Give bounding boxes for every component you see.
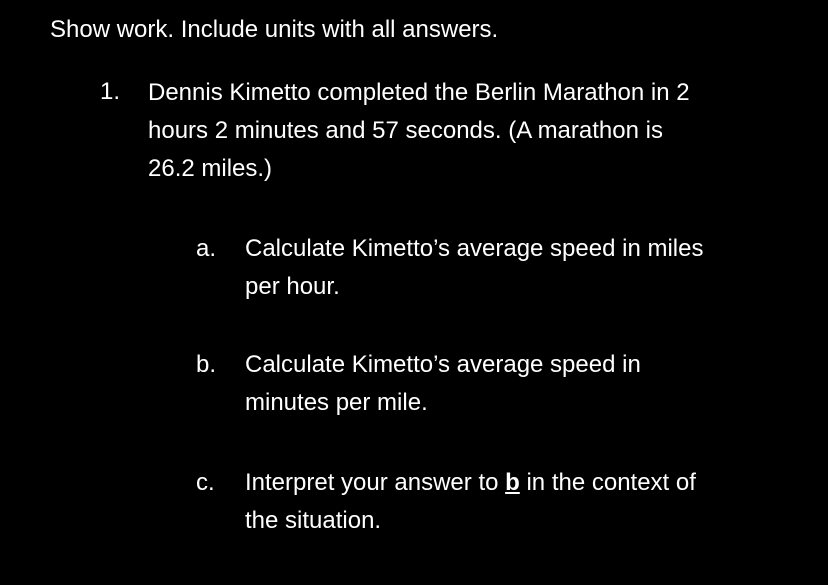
part-b-text xyxy=(245,346,805,422)
part-a-line: per hour. xyxy=(245,273,340,300)
part-c-line1-after: in the context of xyxy=(519,469,696,496)
instructions-text: Show work. Include units with all answers. xyxy=(50,16,499,43)
question-text xyxy=(148,74,788,188)
part-c-line xyxy=(245,464,805,502)
part-b-line: minutes per mile. xyxy=(245,389,428,416)
part-c-text xyxy=(245,464,805,540)
question-line: 26.2 miles.) xyxy=(148,155,273,182)
part-a-line: Calculate Kimetto’s average speed in miles xyxy=(245,235,704,262)
part-a-letter: a. xyxy=(196,235,217,262)
question-line: hours 2 minutes and 57 seconds. (A marathon is xyxy=(148,117,663,144)
question-number: 1. xyxy=(100,78,121,105)
part-b-letter: b. xyxy=(196,351,217,378)
part-b-line: Calculate Kimetto’s average speed in xyxy=(245,351,641,378)
part-c-letter: c. xyxy=(196,469,215,496)
part-c-line1-before: Interpret your answer to xyxy=(245,469,506,496)
part-a-text xyxy=(245,230,805,306)
part-c-line: the situation. xyxy=(245,507,382,534)
part-c-emphasis: b xyxy=(505,469,520,496)
question-line: Dennis Kimetto completed the Berlin Marathon in 2 xyxy=(148,79,690,106)
